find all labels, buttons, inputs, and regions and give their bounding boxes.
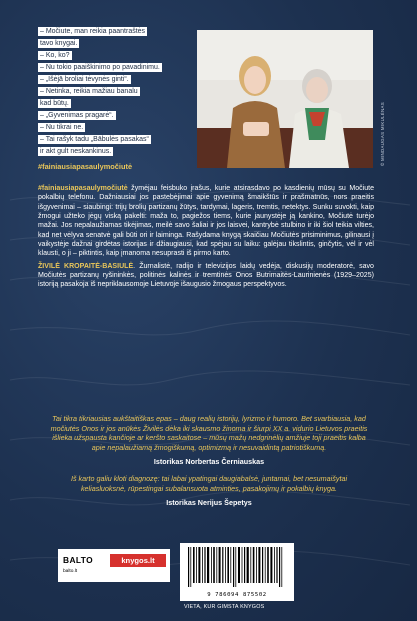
author-bio: [38, 262, 374, 290]
barcode: [180, 543, 294, 601]
author-photo: [197, 30, 373, 168]
dialog-line: – Ko, ko?: [40, 52, 70, 59]
publisher-slogan: VIETA, KUR GIMSTA KNYGOS: [184, 604, 265, 610]
dialog-quote: [38, 24, 188, 156]
dialog-line: – Netinka, reikia mažiau banalu: [40, 88, 138, 95]
author-name: ŽIVILĖ KROPAITĖ-BASIULĖ: [38, 262, 134, 270]
dialog-line: tavo knygai.: [40, 40, 78, 47]
description-text: žymėjau feisbuko įrašus, kurie atsirasdavo po kasdienių mūsų su Močiute pokalbių telefonu. Dažniausiai jos pastebėjimai apie gyvenimą šmaikštūs ir prašmatnūs, nors praeitis išgyvenimai – siaubingi: trijų brolių partizanų žūtys, tardymai, lageris, tremtis, netektys. Sunku suvokti, kaip žmogui užteko jėgų viską pakelti: maža to, pagiežos tiems, kurie jaunystėje ją kankino, Močiutė turėjo mažai. Jos nepalaužiamas tikėjimas, meilė savo šaliai ir jos laisvei, kantrybė stulbino ir iki šiol teikia vilties, kad net vėlyva senatvė gali būti ori ir laiminga. Rašydama knygą skaičiau Močiutės prisiminimus, gilinausi į vaikystėje dažnai girdėtas istorijas ir džiaugiausi, kad spėjau su laiku: galėjau tikslintis, ginčytis, vėl ir vėl klausti, o ji – piktintis, kaip įmanoma nesuprasti iš pirmo karto.: [38, 185, 374, 258]
description-paragraph: [38, 184, 374, 259]
balto-logo: BALTO: [63, 555, 94, 565]
dialog-line: – Močiute, man reikia paantraštės: [40, 28, 146, 35]
dialog-line: – Nu tokio paaiškinimo po pavadinimu.: [40, 64, 160, 71]
dialog-line: – Tai rašyk tadu „Bābulės pasakas“: [40, 136, 149, 143]
photo-credit: [380, 158, 385, 166]
author-bio-text: . Žurnalistė, radijo ir televizijos laidų vedėja, diskusijų moderatorė, savo Močiutės partizanų ryšininkės, politinės kalinės ir tremtinės Onos Butrimaitės-Laurinienės (1929–2025) istoriją pasakoja iš nepriklausomoje Lietuvoje išaugusio žmogaus perspektyvos.: [38, 262, 374, 289]
review-quote-2: [48, 474, 370, 507]
barcode-bars: [180, 543, 294, 591]
book-description: [38, 184, 374, 293]
review-quote-1: [48, 414, 370, 466]
dialog-line: ir akt gult neskankinus.: [40, 148, 112, 155]
hashtag-caption: #fainiausiapasaulymočiutė: [38, 162, 133, 171]
quote-author: Istorikas Norbertas Černiauskas: [153, 457, 265, 467]
knygos-logo: knygos.lt: [110, 554, 166, 567]
isbn-number: 9 786094 875502: [207, 592, 267, 598]
dialog-line: – „Išėjā broliai tėvynės ginti“.: [40, 76, 129, 83]
quote-text: Tai tikra tikriausias aukštaitiškas epas – daug realių istorijų, lyrizmo ir humoro. Bet svarbiausia, kad močiutės Onos ir jos anūkės Živilės dėka iki skausmo žinoma ir šiurpi XX a. vidurio Lietuvos praeitis išlieka užspausta kančioje ar keršto saskaitose – mūsų mažų nedgrinėlių amžiuje toji praeitis kalba apie nepalaužiamą žmogiškumą, optimizmą ir nesuvaidintą patriotiškumą.: [50, 414, 368, 452]
photo-illustration: [197, 30, 373, 168]
balto-site: balto.lt: [63, 569, 78, 574]
dialog-line: – „Gyvenimas pragarė“.: [40, 112, 114, 119]
hashtag-inline: #fainiausiapasaulymočiutė: [38, 185, 128, 192]
dialog-line: – Nu tikrai ne.: [40, 124, 84, 131]
dialog-line: kad būtų.: [40, 100, 69, 107]
quote-text: Iš karto galiu kloti diagnozę: tai labai ypatingai daugiabalsė, juntamai, bet nesumaišytai keliasluoksnė, rūpestingai subalansuota atminties, pasakojimų ir pokalbių knyga.: [70, 474, 348, 493]
publisher-logos: [58, 549, 170, 582]
quote-author: Istorikas Nerijus Šepetys: [166, 498, 252, 508]
